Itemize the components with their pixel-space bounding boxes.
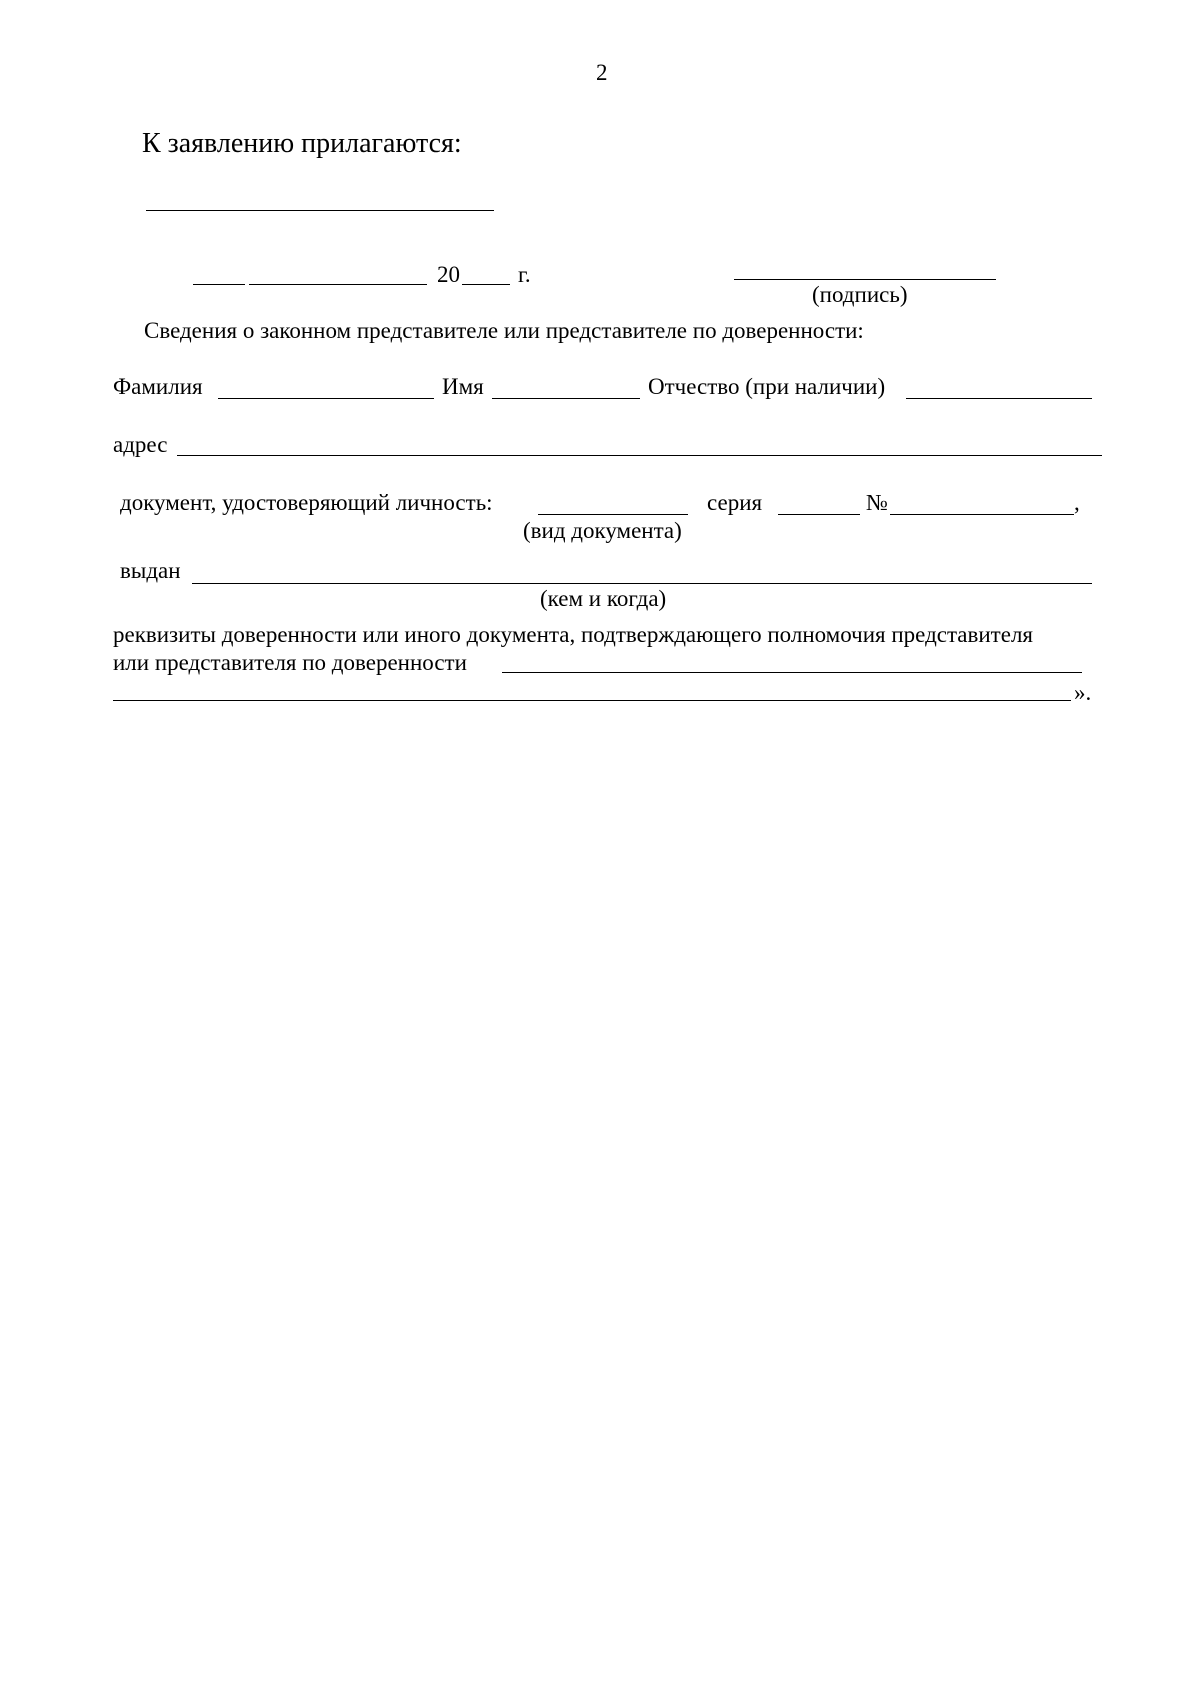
id-document-type-field[interactable] xyxy=(538,514,688,515)
number-label: № xyxy=(866,490,888,515)
authority-text-line2: или представителя по доверенности xyxy=(113,650,467,675)
name-field[interactable] xyxy=(492,398,640,399)
date-month-blank[interactable] xyxy=(249,284,427,285)
date-day-blank[interactable] xyxy=(193,284,245,285)
name-label: Имя xyxy=(442,374,484,399)
authority-field-line1[interactable] xyxy=(502,672,1082,673)
representative-section-title: Сведения о законном представителе или представителе по доверенности: xyxy=(144,318,864,343)
attachments-blank-line[interactable] xyxy=(146,210,494,211)
date-year-blank[interactable] xyxy=(462,284,510,285)
address-label: адрес xyxy=(113,432,168,457)
date-year-prefix: 20 xyxy=(437,262,460,287)
patronymic-label: Отчество (при наличии) xyxy=(648,374,886,399)
issued-caption: (кем и когда) xyxy=(540,586,667,611)
issued-field[interactable] xyxy=(192,583,1092,584)
authority-text-line1: реквизиты доверенности или иного документа, подтверждающего полномочия представителя xyxy=(113,622,1033,647)
date-year-suffix: г. xyxy=(518,262,531,287)
id-document-label: документ, удостоверяющий личность: xyxy=(120,490,493,515)
issued-label: выдан xyxy=(120,558,181,583)
address-field[interactable] xyxy=(177,455,1102,456)
signature-caption: (подпись) xyxy=(812,282,908,307)
series-field[interactable] xyxy=(778,514,860,515)
series-label: серия xyxy=(707,490,763,515)
number-field[interactable] xyxy=(890,514,1074,515)
doc-type-caption: (вид документа) xyxy=(523,518,682,543)
surname-label: Фамилия xyxy=(113,374,203,399)
authority-field-line2[interactable] xyxy=(113,700,1071,701)
attachments-heading: К заявлению прилагаются: xyxy=(142,128,462,159)
patronymic-field[interactable] xyxy=(906,398,1092,399)
page-number: 2 xyxy=(596,60,608,85)
signature-blank[interactable] xyxy=(734,279,996,280)
surname-field[interactable] xyxy=(218,398,434,399)
number-end-comma: , xyxy=(1074,490,1080,515)
closing-quote: ». xyxy=(1074,680,1092,705)
